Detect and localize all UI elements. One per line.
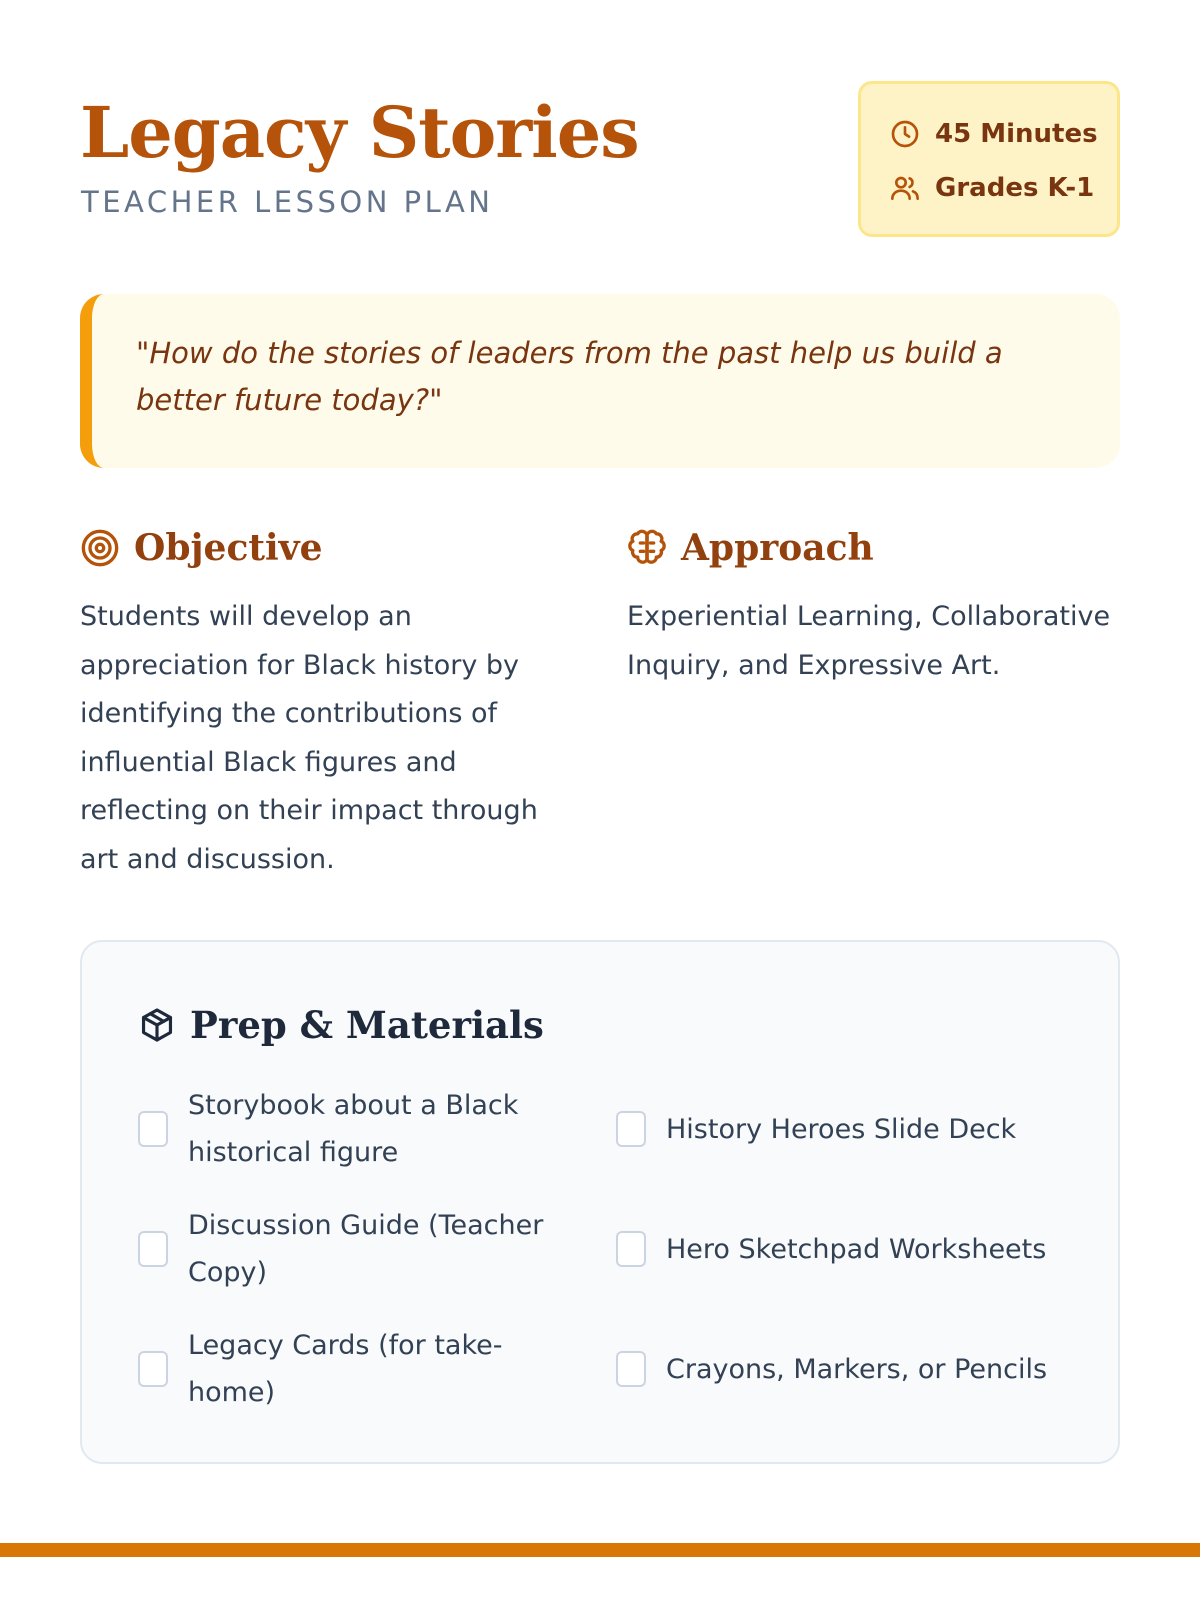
clock-icon bbox=[889, 118, 921, 150]
essential-question-text: "How do the stories of leaders from the past help us build a better future today?" bbox=[136, 336, 1003, 417]
objective-heading bbox=[80, 525, 323, 571]
duration-row bbox=[889, 116, 1098, 152]
material-item[interactable] bbox=[138, 1202, 558, 1296]
material-item[interactable] bbox=[616, 1082, 1096, 1176]
materials-title: Prep & Materials bbox=[190, 1003, 544, 1047]
brain-icon bbox=[627, 528, 667, 568]
users-icon bbox=[889, 172, 921, 204]
material-label: Legacy Cards (for take-home) bbox=[188, 1330, 503, 1408]
duration-text: 45 Minutes bbox=[935, 119, 1098, 149]
target-icon bbox=[80, 528, 120, 568]
materials-heading bbox=[138, 1002, 544, 1048]
grades-row bbox=[889, 170, 1094, 206]
materials-card bbox=[80, 940, 1120, 1464]
package-icon bbox=[138, 1006, 176, 1044]
material-label: Discussion Guide (Teacher Copy) bbox=[188, 1210, 544, 1288]
material-item[interactable] bbox=[138, 1322, 558, 1416]
page-title: Legacy Stories bbox=[80, 91, 639, 174]
material-checkbox[interactable] bbox=[138, 1111, 168, 1147]
material-checkbox[interactable] bbox=[616, 1111, 646, 1147]
footer-accent-bar bbox=[0, 1543, 1200, 1557]
material-label: Storybook about a Black historical figure bbox=[188, 1090, 519, 1168]
material-checkbox[interactable] bbox=[616, 1351, 646, 1387]
essential-question-callout bbox=[80, 294, 1120, 468]
approach-heading bbox=[627, 525, 874, 571]
material-checkbox[interactable] bbox=[616, 1231, 646, 1267]
material-label: History Heroes Slide Deck bbox=[666, 1113, 1017, 1145]
approach-text: Experiential Learning, Collaborative Inquiry, and Expressive Art. bbox=[627, 601, 1111, 681]
objective-title: Objective bbox=[134, 527, 323, 569]
material-item[interactable] bbox=[616, 1202, 1096, 1296]
approach-title: Approach bbox=[681, 527, 874, 569]
grades-text: Grades K-1 bbox=[935, 173, 1095, 203]
material-checkbox[interactable] bbox=[138, 1351, 168, 1387]
material-label: Crayons, Markers, or Pencils bbox=[666, 1353, 1048, 1385]
objective-text: Students will develop an appreciation for Black history by identifying the contributions of influential Black figures and reflecting on their impact through art and discussion. bbox=[80, 601, 538, 875]
material-item[interactable] bbox=[138, 1082, 558, 1176]
lesson-meta-box bbox=[858, 81, 1120, 237]
material-checkbox[interactable] bbox=[138, 1231, 168, 1267]
page-subtitle: TEACHER LESSON PLAN bbox=[81, 185, 494, 219]
material-item[interactable] bbox=[616, 1322, 1096, 1416]
material-label: Hero Sketchpad Worksheets bbox=[666, 1233, 1047, 1265]
